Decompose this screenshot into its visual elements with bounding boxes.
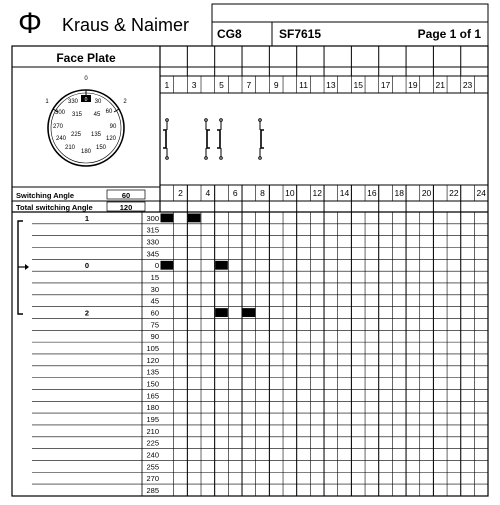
dial-label: 150 [95,145,107,151]
position-angle: 15 [150,272,159,282]
dial-label: 315 [71,112,83,118]
position-label: 0 [84,261,90,271]
header [18,4,488,46]
position-angle: 345 [146,249,159,259]
dial-label: 2 [123,99,127,105]
position-angle: 255 [146,462,159,472]
contact-symbol-icon [163,119,168,160]
contact-table [32,46,488,496]
terminal-number-bottom: 8 [260,188,265,198]
dial-label: 90 [109,124,117,130]
blank-title-box [212,4,488,22]
position-angle: 240 [146,450,159,460]
position-angle: 180 [146,403,159,413]
terminal-number-top: 3 [191,80,197,90]
position-angle: 60 [150,308,159,318]
terminal-number-bottom: 24 [476,188,486,198]
position-angle: 285 [146,485,159,495]
dial-label: 1 [45,99,49,105]
position-angle: 75 [150,320,159,330]
terminal-number-bottom: 12 [312,188,322,198]
position-angle: 135 [146,367,159,377]
terminal-number-bottom: 4 [205,188,211,198]
closed-contact-mark [161,214,174,223]
face-plate-title: Face Plate [56,51,116,65]
dial-label: 30 [94,99,102,105]
dial-label: 120 [105,136,117,142]
dial-label: 180 [80,149,92,155]
position-angle: 165 [146,391,159,401]
closed-contact-mark [215,308,228,317]
position-angle: 0 [154,261,159,271]
terminal-number-top: 11 [299,80,308,90]
terminal-number-top: 13 [326,80,336,90]
dial-label: 45 [93,112,101,118]
dial-label: 210 [64,145,76,151]
position-angle: 45 [150,296,159,306]
brand-logo-icon: Φ [18,7,42,40]
dial-label: 0 [84,76,88,82]
position-angle: 150 [146,379,159,389]
position-angle: 30 [150,284,159,294]
terminal-number-bottom: 2 [178,188,183,198]
terminal-number-top: 21 [435,80,445,90]
dial-label: 330 [67,99,79,105]
terminal-number-top: 15 [353,80,363,90]
terminal-number-bottom: 14 [339,188,350,198]
terminal-number-top: 19 [408,80,418,90]
terminal-number-bottom: 22 [449,188,459,198]
drawing-number: SF7615 [279,27,322,41]
position-angle: 105 [146,343,159,353]
closed-contact-mark [161,261,174,270]
switching-angle-label: Switching Angle [16,191,75,200]
terminal-number-top: 9 [273,80,279,90]
brand-name: Kraus & Naimer [62,15,190,35]
terminal-number-top: 1 [164,80,170,90]
closed-contact-mark [188,214,201,223]
terminal-number-top: 7 [246,80,252,90]
face-plate-dial [45,76,127,166]
terminal-number-bottom: 20 [421,188,432,198]
dial-label: 240 [55,136,67,142]
position-angle: 270 [146,474,159,484]
dial-center-label: 0 [84,97,88,103]
position-angle: 330 [146,237,159,247]
contact-symbols [163,119,264,160]
position-angle: 315 [146,225,159,235]
closed-contact-mark [243,308,256,317]
switching-angle-value: 60 [121,191,131,200]
dial-label: 225 [70,132,82,138]
closed-contact-mark [215,261,228,270]
dial-label: 270 [52,124,64,130]
contact-symbol-icon [259,119,264,160]
terminal-number-bottom: 10 [285,188,295,198]
page-label: Page 1 of 1 [417,27,481,41]
terminal-number-bottom: 16 [367,188,377,198]
position-angle: 120 [146,355,159,365]
terminal-number-top: 23 [462,80,473,90]
position-angle: 195 [146,414,159,424]
position-label: 1 [84,213,90,223]
dial-label: 135 [90,132,102,138]
total-switching-angle-label: Total switching Angle [16,203,93,212]
terminal-number-bottom: 18 [394,188,404,198]
contact-symbol-icon [217,119,222,160]
dial-label: 300 [54,110,66,116]
terminal-number-top: 17 [380,80,391,90]
contact-symbol-icon [205,119,210,160]
position-angle: 90 [150,332,159,342]
terminal-number-bottom: 6 [232,188,238,198]
position-angle: 210 [146,426,159,436]
position-label: 2 [84,308,90,318]
current-position-arrow-icon [18,264,29,270]
dial-label: 60 [105,109,113,115]
total-switching-angle-value: 120 [119,203,133,212]
terminal-number-top: 5 [219,80,224,90]
position-angle: 225 [146,438,159,448]
position-angle: 300 [146,213,159,223]
type-code: CG8 [217,27,242,41]
